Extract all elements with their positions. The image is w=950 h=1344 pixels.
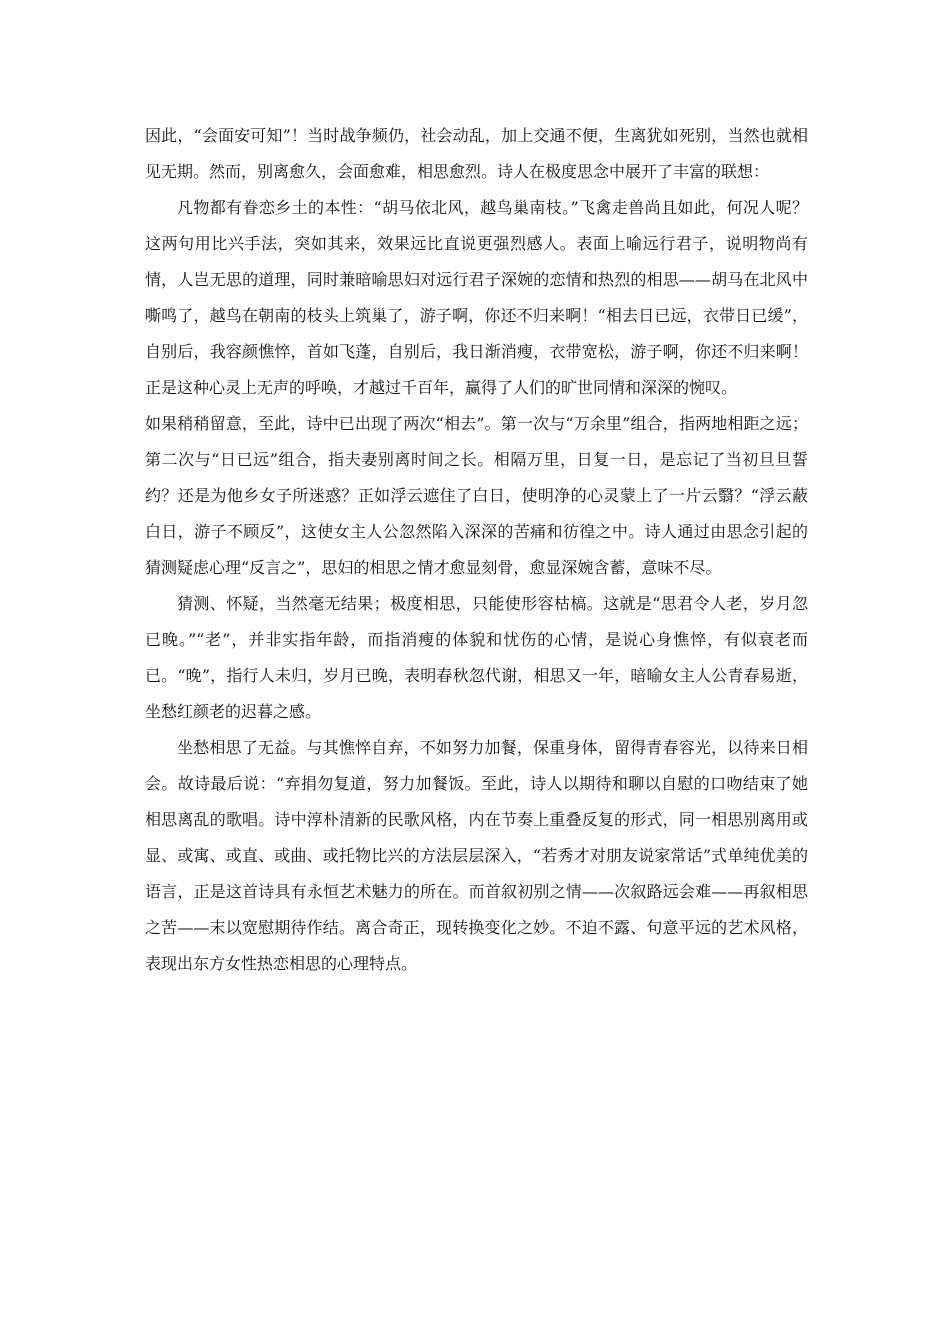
paragraph-3: 如果稍稍留意，至此，诗中已出现了两次“相去”。第一次与“万余里”组合，指两地相距之远；第二次与“日已远”组合，指夫妻别离时间之长。相隔万里，日复一日，是忘记了当初旦旦誓约？还是为他乡女子所迷惑？正如浮云遮住了白日，使明净的心灵蒙上了一片云翳？“浮云蔽白日，游子不顾反”，这使女主人公忽然陷入深深的苦痛和彷徨之中。诗人通过由思念引起的猜测疑虑心理“反言之”，思妇的相思之情才愈显刻骨，愈显深婉含蓄，意味不尽。 <box>145 414 808 577</box>
paragraph-1: 因此，“会面安可知”！当时战争频仍，社会动乱，加上交通不便，生离犹如死别，当然也就相见无期。然而，别离愈久，会面愈难，相思愈烈。诗人在极度思念中展开了丰富的联想： <box>145 126 808 181</box>
paragraph-2: 凡物都有眷恋乡土的本性：“胡马依北风，越鸟巢南枝。”飞禽走兽尚且如此，何况人呢？这两句用比兴手法，突如其来，效果远比直说更强烈感人。表面上喻远行君子，说明物尚有情，人岂无思的道理，同时兼暗喻思妇对远行君子深婉的恋情和热烈的相思——胡马在北风中嘶鸣了，越鸟在朝南的枝头上筑巢了，游子啊，你还不归来啊！“相去日已远，衣带日已缓”，自别后，我容颜憔悴，首如飞蓬，自别后，我日渐消瘦，衣带宽松，游子啊，你还不归来啊！正是这种心灵上无声的呼唤，才越过千百年，赢得了人们的旷世同情和深深的惋叹。 <box>145 198 808 397</box>
paragraph-4: 猜测、怀疑，当然毫无结果；极度相思，只能使形容枯槁。这就是“思君令人老，岁月忽已晚。”“老”，并非实指年龄，而指消瘦的体貌和忧伤的心情，是说心身憔悴，有似衰老而已。“晚”，指行人未归，岁月已晚，表明春秋忽代谢，相思又一年，暗喻女主人公青春易逝，坐愁红颜老的迟暮之感。 <box>145 594 808 721</box>
paragraph-5: 坐愁相思了无益。与其憔悴自弃，不如努力加餐，保重身体，留得青春容光，以待来日相会。故诗最后说：“弃捐勿复道，努力加餐饭。至此，诗人以期待和聊以自慰的口吻结束了她相思离乱的歌唱。诗中淳朴清新的民歌风格，内在节奏上重叠反复的形式，同一相思别离用或显、或寓、或直、或曲、或托物比兴的方法层层深入，“若秀才对朋友说家常话”式单纯优美的语言，正是这首诗具有永恒艺术魅力的所在。而首叙初别之情——次叙路远会难——再叙相思之苦——末以宽慰期待作结。离合奇正，现转换变化之妙。不迫不露、句意平远的艺术风格，表现出东方女性热恋相思的心理特点。 <box>145 738 808 973</box>
document-body <box>145 118 808 982</box>
